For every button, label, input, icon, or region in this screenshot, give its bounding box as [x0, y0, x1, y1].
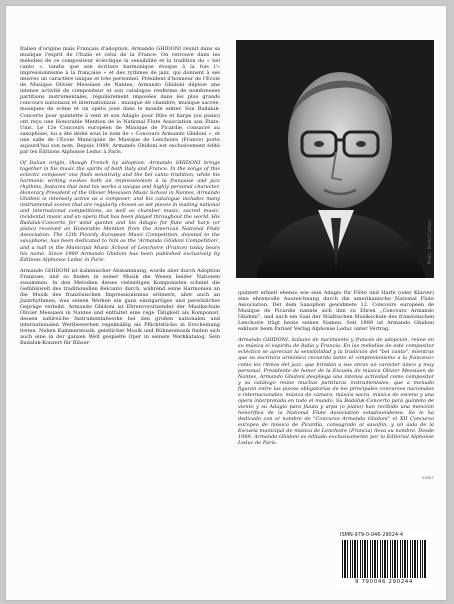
biography-french: Italien d'origine mais Français d'adoption, Armando GHIDONI réunit dans sa musique l'esprit de l'Italie et celui de la France. On retrouve dans les mélodies de ce compositeur éclectique la sensibilité et la tradition du « bel canto », tandis que son écriture harmonique évoque à la fois l'« impressionnisme à la française » et des rythmes de jazz, qui donnent à ses œuvres un caractère unique et très personnel. Président d'honneur de l'École de Musique Olivier Messiaen de Nantes, Armando Ghidoni déploie une intense activité de compositeur et son catalogue renferme de nombreuses partitions instrumentales, régulièrement imposées dans les plus grands concours nationaux et internationaux : musique de chambre, musique sacrée, musiques de scène et un opéra joué dans le monde entier. Son Badaluk-Concerto pour quintette à vent et son Adagio pour flûte et harpe (ou piano) ont reçu une Honorable Mention de la National Flute Association aux États-Unis. Le 12e Concours européen de Musique de Picardie, consacré au saxophone, lui a été dédié sous le nom de « Concours Armando Ghidoni », et une salle de l'École Municipale de Musique de Lenchoire (France) porte aujourd'hui son nom. Depuis 1989, Armando Ghidoni est exclusivement édité par les Éditions Alphonse Leduc à Paris.: [20, 46, 220, 155]
catalog-code: Y.2007: [422, 476, 434, 480]
back-cover-page: [6, 6, 446, 600]
barcode-number: 9 790046 290244: [355, 579, 413, 585]
biography-english: Of Italian origin, though French by adoption, Armando GHIDONI brings together in his music the spirits of both Italy and France. In the songs of this eclectic composer one finds sensitivity and the bel canto tradition, while his harmonic writing evokes both an impressionism à la française and jazz rhythms, features that lend his works a unique and highly personal character. Honorary President of the Olivier Messiaen Music School in Nantes, Armando Ghidoni is intensely active as a composer, and his catalogue includes many instrumental scores that are regularly chosen as set pieces in leading national and international competitions, as well as chamber music, sacred music, incidental music and an opera that has been played throughout the world. His Badaluk-Concerto for wind quintet and his Adagio for flute and harp (or piano) received an Honorable Mention from the American National Flute Association. The 12th Picardy European Music Competition, devoted to the saxophone, has been dedicated to him as the 'Armando Ghidoni Competition', and a hall in the Municipal Music School of Lenchoire (France) today bears his name. Since 1989 Armando Ghidoni has been published exclusively by Éditions Alphonse Leduc in Paris.: [20, 159, 220, 263]
biography-german: Armando GHIDONI ist italienischer Abstammung, wurde aber durch Adoption Franzose, und so finden in seiner Musik die Wesen beider Nationen zusammen. In den Melodien dieses vielseitigen Komponisten scheint die Gefühlswelt des traditionellen Belcanto durch, während seine Harmonien an die Musik des französischen Impressionismus erinnern, aber auch an Jazzrhythmen, was seinen Werken ein ganz einzigartiges und persönliches Gepräge verleiht. Armando Ghidoni ist Ehrenvorsitzender der Musikschule Olivier Messiaen in Nantes und entfaltet eine rege Tätigkeit als Komponist, dessen zahlreiche Instrumentalwerke bei den großen nationalen und internationalen Wettbewerben regelmäßig als Pflichtstücke in Erscheinung treten. Neben Kammermusik, geistlicher Musik und Bühnenmusik finden sich auch eine in der ganzen Welt gespielte Oper in seinem Werkkatalog. Sein Badaluk-Konzert für Bläser-: [20, 267, 220, 347]
ismn-label: ISMN-979-0-046-29024-4: [340, 532, 404, 538]
biography-spanish: Armando GHIDONI, italiano de nacimiento y francés de adopción, reúne en su música el espíritu de Italia y Francia. En las melodías de este compositor ecléctico se aprecian la sensibilidad y la tradición del "bel canto", mientras que su escritura armónica recuerda tanto el «impresionismo a la francesa» como los ritmos del jazz, que brindan a sus obras un carácter único y muy personal. Presidente de honor de la Escuela de música Olivier Messiaen de Nantes, Armando Ghidoni despliega una intensa actividad como compositor y su catálogo reúne muchas partituras instrumentales, que a menudo figuran entre las piezas obligatorias de los principales concursos nacionales e internacionales: música de cámara, música sacra, música de escena y una ópera interpretada en todo el mundo. Su Badaluk-Concerto para quinteto de viento y su Adagio para flauta y arpa (o piano) han recibido una mención honorífica de la National Flute Association estadounidense. Se le ha dedicado con el nombre de "Concurso Armando Ghidoni" el XII Concurso europeo de música de Picardía, consagrado al saxofón, y un aula de la Escuela municipal de música de Lenchoire (Francia) lleva su nombre. Desde 1989, Armando Ghidoni es editado exclusivamente por la Editorial Alphonse Leduc de París.: [238, 337, 434, 447]
biography-german-continued: quintett erhielt ebenso wie sein Adagio für Flöte und Harfe (oder Klavier) eine ehrenvolle Auszeichnung durch die amerikanische National Flute Association. Der dem Saxophon gewidmete 12. Concours européen de Musique de Picardie nannte sich ihm zu Ehren „Concours Armando Ghidoni“, und auch ein Saal der Städtischen Musikschule des französischen Lenchoire trägt heute seinen Namen. Seit 1989 ist Armando Ghidoni exklusiv beim Pariser Verlag Alphonse Leduc unter Vertrag.: [238, 290, 434, 333]
barcode-icon: [342, 540, 426, 578]
biography-right-column: [238, 290, 434, 446]
biography-left-column: [20, 46, 220, 346]
portrait-illustration: [236, 40, 434, 278]
photo-credit: Photo : Michel Cochon: [427, 219, 432, 264]
composer-portrait-photo: [236, 40, 434, 278]
barcode-block: [336, 532, 432, 588]
